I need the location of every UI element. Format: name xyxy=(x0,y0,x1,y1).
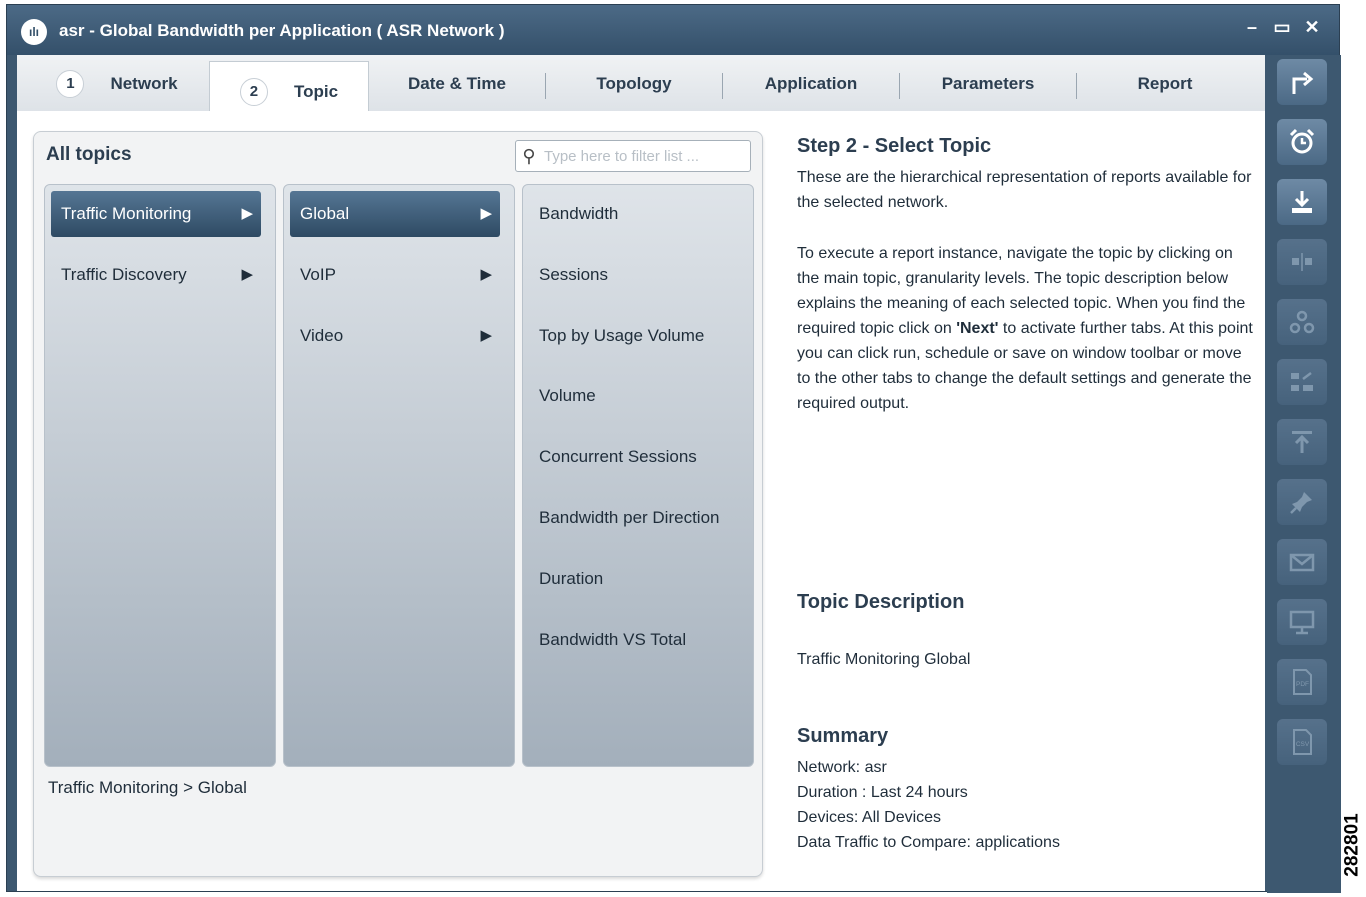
maximize-icon[interactable]: ▭ xyxy=(1273,17,1291,37)
topic-column-2 xyxy=(283,184,515,767)
tab-label: Application xyxy=(764,74,858,93)
figure-id xyxy=(1340,800,1366,890)
close-icon[interactable]: ✕ xyxy=(1304,17,1320,37)
topic-item-label: Global xyxy=(300,204,350,223)
report-item[interactable]: Concurrent Sessions xyxy=(539,447,697,466)
csv-button[interactable] xyxy=(1277,719,1327,765)
report-item[interactable]: Bandwidth xyxy=(539,204,619,223)
schedule-icon xyxy=(1287,127,1317,157)
search-icon: ⚲ xyxy=(522,145,536,166)
topology-button[interactable] xyxy=(1277,299,1327,345)
topic-item-voip[interactable] xyxy=(290,252,500,298)
topic-column-3 xyxy=(522,184,754,767)
upload-button[interactable] xyxy=(1277,419,1327,465)
side-toolbar xyxy=(1267,55,1341,893)
tab-topology[interactable] xyxy=(546,55,722,113)
topics-panel xyxy=(33,131,763,877)
tab-application[interactable] xyxy=(723,55,899,113)
wizard-tab-bar xyxy=(17,55,1265,113)
compare-button[interactable] xyxy=(1277,239,1327,285)
csv-icon-label: CSV xyxy=(1295,741,1310,748)
tab-date-time[interactable] xyxy=(369,55,545,113)
step-title: Step 2 - Select Topic xyxy=(797,135,992,157)
pdf-button[interactable] xyxy=(1277,659,1327,705)
title-bar xyxy=(7,5,1339,55)
email-icon xyxy=(1287,547,1317,577)
pin-icon xyxy=(1287,487,1317,517)
tab-step-number: 1 xyxy=(56,70,84,98)
monitor-button[interactable] xyxy=(1277,599,1327,645)
report-item[interactable]: Duration xyxy=(539,569,604,588)
topic-column-1 xyxy=(44,184,276,767)
next-keyword: 'Next' xyxy=(956,320,999,337)
filter-box xyxy=(515,140,751,172)
topic-item-video[interactable] xyxy=(290,313,500,359)
report-item[interactable]: Bandwidth per Direction xyxy=(539,508,720,527)
tab-network[interactable] xyxy=(37,55,197,113)
summary-line: Devices: All Devices xyxy=(797,809,942,826)
monitor-icon xyxy=(1287,607,1317,637)
tab-step-number: 2 xyxy=(240,78,268,106)
pin-button[interactable] xyxy=(1277,479,1327,525)
compare-icon xyxy=(1287,247,1317,277)
swap-icon xyxy=(1287,367,1317,397)
topology-icon xyxy=(1287,307,1317,337)
summary-title: Summary xyxy=(797,725,889,747)
summary-line: Data Traffic to Compare: applications xyxy=(797,834,1060,851)
minimize-icon[interactable]: – xyxy=(1246,17,1257,37)
upload-icon xyxy=(1287,427,1317,457)
instructions-part: To execute a report instance, navigate the topic by clicking on the main topic, granularity levels. The topic description below explains the meaning of each selected topic. When you find the required topic click on xyxy=(797,245,1246,337)
topic-item-traffic-discovery[interactable] xyxy=(51,252,261,298)
next-icon xyxy=(1287,67,1317,97)
tab-label: Report xyxy=(1137,74,1193,93)
report-item[interactable]: Sessions xyxy=(539,265,608,284)
topic-item-traffic-monitoring[interactable] xyxy=(51,191,261,237)
report-item[interactable]: Top by Usage Volume xyxy=(539,326,705,345)
csv-icon xyxy=(1287,727,1317,757)
instructions-part: to activate further tabs. At this point you can click run, schedule or save on window toolbar or move to the other tabs to change the default settings and generate the required output. xyxy=(797,320,1253,412)
summary-line: Duration : Last 24 hours xyxy=(797,784,968,801)
tab-label: Topology xyxy=(596,74,672,93)
app-logo-icon: ılı xyxy=(21,19,47,45)
main-content xyxy=(17,111,1265,891)
topic-item-label: VoIP xyxy=(300,265,336,284)
panel-title: All topics xyxy=(46,144,132,165)
tab-label: Parameters xyxy=(941,74,1035,93)
topic-description-text: Traffic Monitoring Global xyxy=(797,651,971,668)
tab-label: Date & Time xyxy=(408,74,506,93)
next-button[interactable] xyxy=(1277,59,1327,105)
arrow-right-icon: ▶ xyxy=(480,205,492,222)
schedule-button[interactable] xyxy=(1277,119,1327,165)
intro-text: These are the hierarchical representation of reports available for the selected network. xyxy=(797,169,1252,211)
breadcrumb: Traffic Monitoring > Global xyxy=(48,778,247,797)
swap-button[interactable] xyxy=(1277,359,1327,405)
pdf-icon-label: PDF xyxy=(1296,681,1309,688)
instructions-text xyxy=(797,241,1253,416)
tab-report[interactable] xyxy=(1077,55,1253,113)
tab-parameters[interactable] xyxy=(900,55,1076,113)
arrow-right-icon: ▶ xyxy=(241,205,253,222)
filter-input[interactable] xyxy=(542,147,744,166)
window-title: asr - Global Bandwidth per Application ( ASR Network ) xyxy=(59,21,505,40)
arrow-right-icon: ▶ xyxy=(480,266,492,283)
topic-item-label: Traffic Monitoring xyxy=(61,204,192,223)
report-item[interactable]: Bandwidth VS Total xyxy=(539,630,687,649)
report-window xyxy=(6,4,1340,892)
tab-label: Topic xyxy=(293,81,339,101)
report-item[interactable]: Volume xyxy=(539,386,596,405)
topic-item-label: Video xyxy=(300,326,344,345)
save-icon xyxy=(1287,187,1317,217)
topic-description-title: Topic Description xyxy=(797,591,965,613)
summary-line: Network: asr xyxy=(797,759,887,776)
pdf-icon xyxy=(1287,667,1317,697)
topic-item-label: Traffic Discovery xyxy=(61,265,187,284)
figure-id-text: 282801 xyxy=(1342,813,1363,877)
arrow-right-icon: ▶ xyxy=(241,266,253,283)
save-button[interactable] xyxy=(1277,179,1327,225)
email-button[interactable] xyxy=(1277,539,1327,585)
arrow-right-icon: ▶ xyxy=(480,327,492,344)
topic-item-global[interactable] xyxy=(290,191,500,237)
tab-label: Network xyxy=(110,74,178,93)
summary-list xyxy=(797,755,1253,855)
